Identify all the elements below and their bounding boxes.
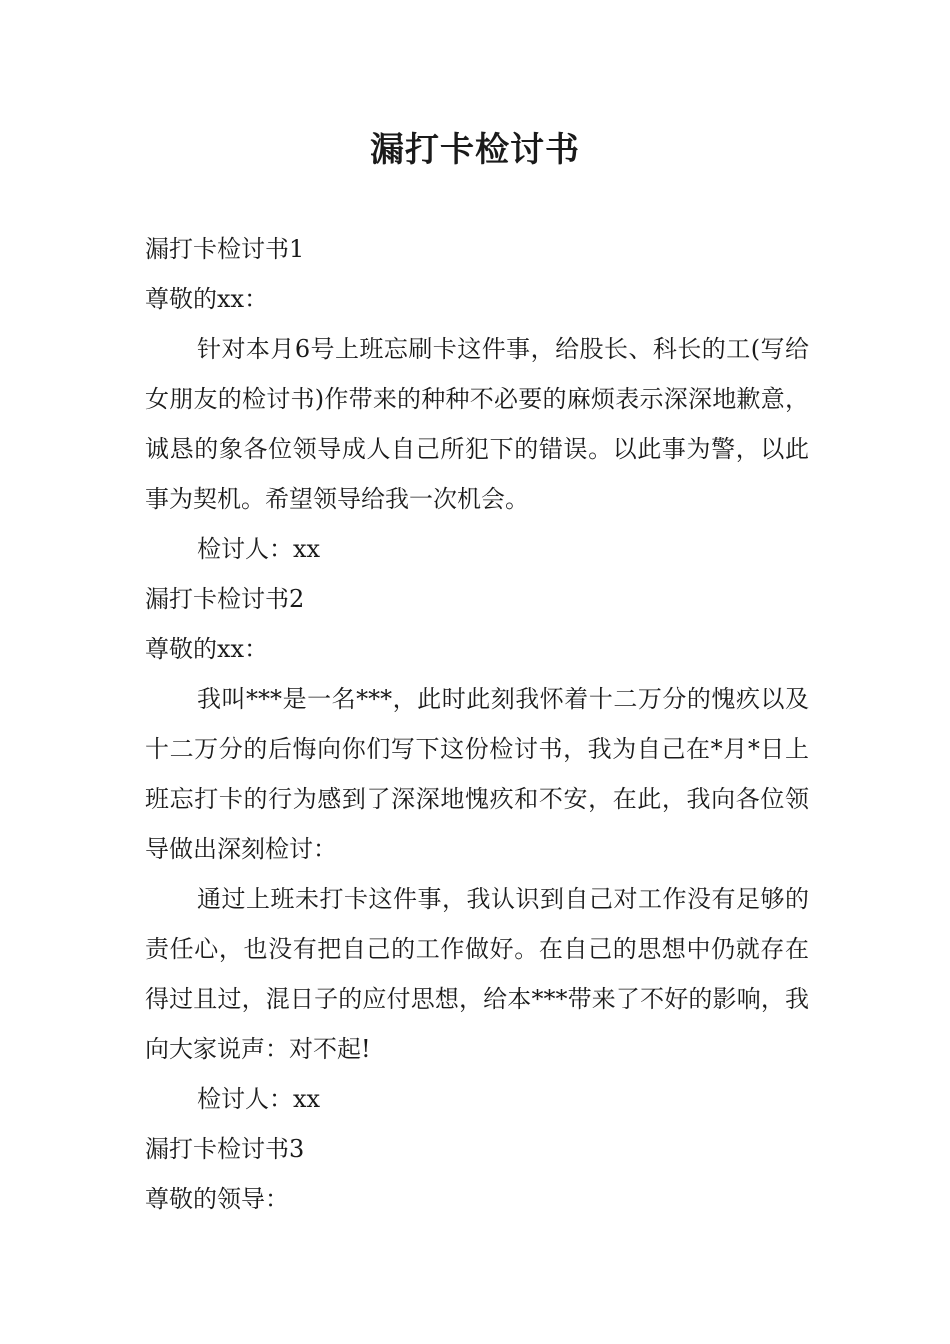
signature: 检讨人：xx — [197, 535, 321, 563]
signature: 检讨人：xx — [197, 1085, 321, 1113]
body-paragraph: 针对本月6号上班忘刷卡这件事，给股长、科长的工(写给女朋友的检讨书)作带来的种种不必要的麻烦表示深深地歉意，诚恳的象各位领导成人自己所犯下的错误。以此事为警，以此事为契机。希望领导给我一次机会。 — [145, 335, 809, 513]
section-heading: 漏打卡检讨书2 — [145, 585, 305, 613]
salutation: 尊敬的xx： — [145, 635, 269, 663]
section-heading: 漏打卡检讨书1 — [145, 235, 305, 263]
body-paragraph: 我叫***是一名***，此时此刻我怀着十二万分的愧疚以及十二万分的后悔向你们写下这份检讨书，我为自己在*月*日上班忘打卡的行为感到了深深地愧疚和不安，在此，我向各位领导做出深刻检讨： — [145, 685, 809, 863]
salutation: 尊敬的领导： — [145, 1185, 289, 1213]
section-heading: 漏打卡检讨书3 — [145, 1135, 305, 1163]
document-title: 漏打卡检讨书 — [370, 130, 580, 170]
salutation: 尊敬的xx： — [145, 285, 269, 313]
document-body — [145, 224, 809, 1224]
body-paragraph: 通过上班未打卡这件事，我认识到自己对工作没有足够的责任心，也没有把自己的工作做好。在自己的思想中仍就存在得过且过，混日子的应付思想，给本***带来了不好的影响，我向大家说声：对不起! — [145, 885, 809, 1063]
